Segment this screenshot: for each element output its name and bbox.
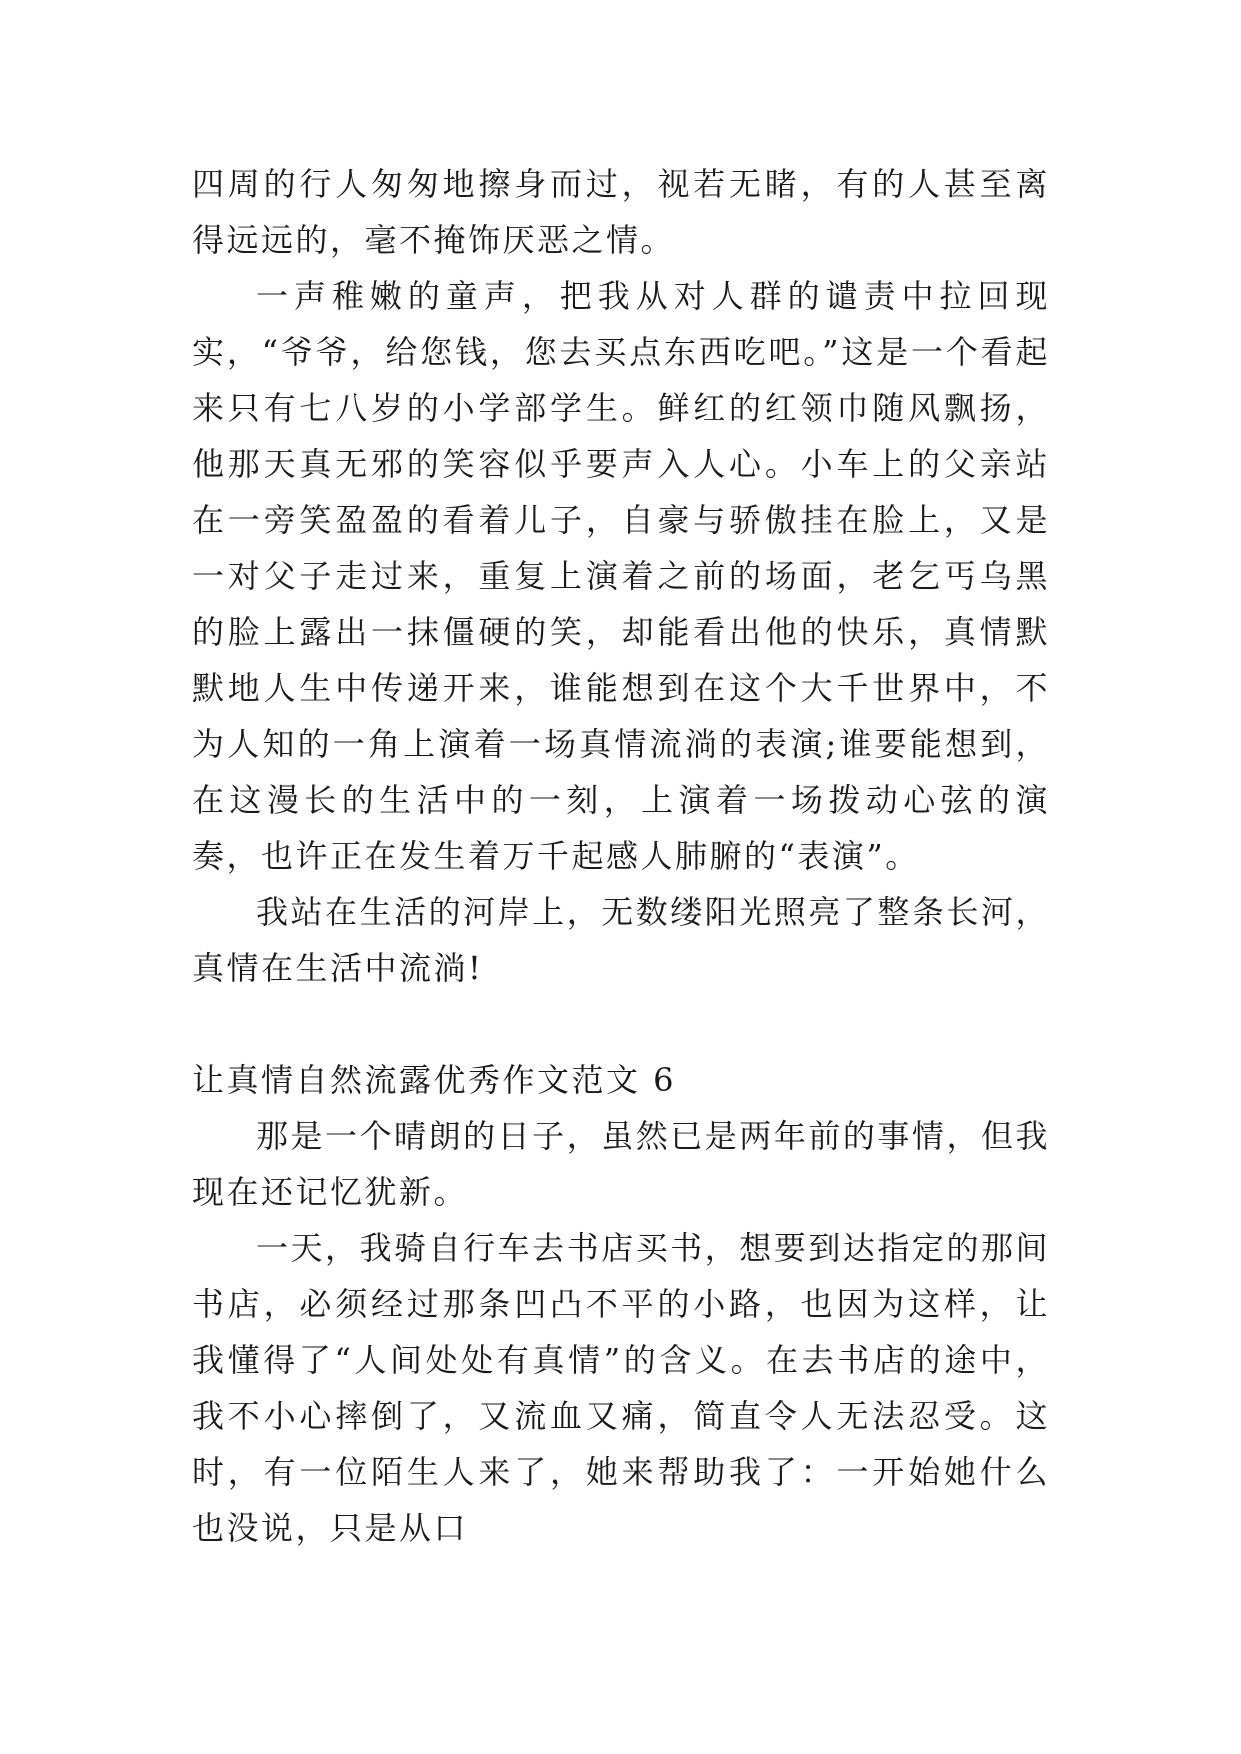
paragraph-river-bank: 我站在生活的河岸上，无数缕阳光照亮了整条长河，真情在生活中流淌! — [192, 893, 1050, 987]
paragraph-continuation: 四周的行人匆匆地擦身而过，视若无睹，有的人甚至离得远远的，毫不掩饰厌恶之情。 — [192, 165, 1050, 259]
document-body — [192, 156, 1050, 1556]
section-spacer — [192, 996, 1050, 1052]
paragraph-child-voice: 一声稚嫩的童声，把我从对人群的谴责中拉回现实，“爷爷，给您钱，您去买点东西吃吧。”这是一个看起来只有七八岁的小学部学生。鲜红的红领巾随风飘扬，他那天真无邪的笑容似乎要声入人心。小车上的父亲站在一旁笑盈盈的看着儿子，自豪与骄傲挂在脸上，又是一对父子走过来，重复上演着之前的场面，老乞丐乌黑的脸上露出一抹僵硬的笑，却能看出他的快乐，真情默默地人生中传递开来，谁能想到在这个大千世界中，不为人知的一角上演着一场真情流淌的表演;谁要能想到，在这漫长的生活中的一刻，上演着一场拨动心弦的演奏，也许正在发生着万千起感人肺腑的“表演”。 — [192, 277, 1050, 875]
paragraph-bookstore: 一天，我骑自行车去书店买书，想要到达指定的那间书店，必须经过那条凹凸不平的小路，也因为这样，让我懂得了“人间处处有真情”的含义。在去书店的途中，我不小心摔倒了，又流血又痛，简直令人无法忍受。这时，有一位陌生人来了，她来帮助我了：一开始她什么也没说，只是从口 — [192, 1229, 1050, 1547]
paragraph-sunny-day: 那是一个晴朗的日子，虽然已是两年前的事情，但我现在还记忆犹新。 — [192, 1117, 1050, 1211]
section-title: 让真情自然流露优秀作文范文 6 — [192, 1061, 677, 1099]
